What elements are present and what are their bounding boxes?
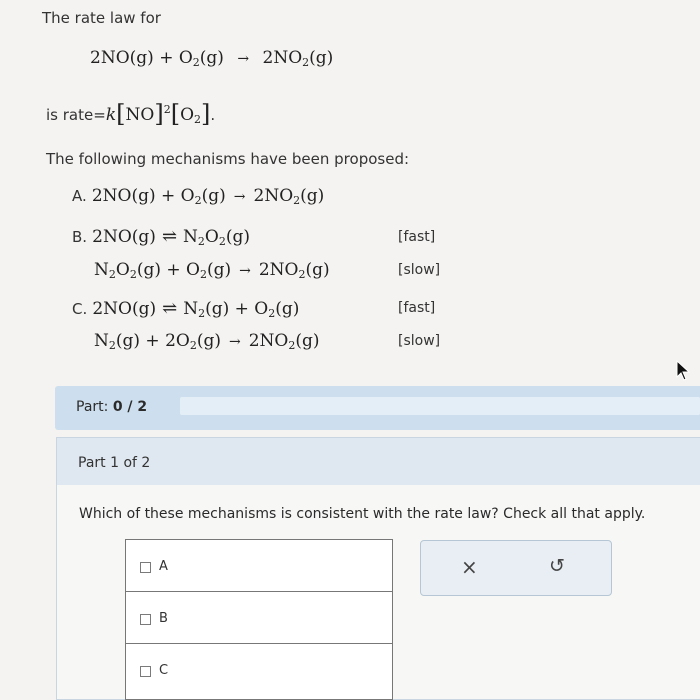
right-arrow-icon: → — [237, 51, 250, 67]
main-reaction: $2NO(g) + O_2(g) \to 2NO_2(g)$ — [90, 48, 334, 69]
clear-icon[interactable]: × — [461, 555, 478, 579]
equilibrium-arrow-icon: ⇌ — [162, 298, 178, 319]
checkbox-b[interactable] — [140, 614, 151, 625]
rate-law: is $rate=k[NO]^2[O_2]$. — [46, 100, 216, 128]
section-title: Part 1 of 2 — [78, 455, 151, 471]
option-b-label: B — [159, 611, 168, 626]
option-a[interactable] — [126, 540, 392, 592]
mechanism-b-step1-tag: [fast] — [398, 229, 436, 245]
question-text: Which of these mechanisms is consistent with the rate law? Check all that apply. — [79, 506, 646, 522]
action-panel — [420, 540, 612, 596]
equilibrium-arrow-icon: ⇌ — [161, 226, 178, 247]
progress-track — [180, 397, 700, 415]
mechanism-c-step2-tag: [slow] — [398, 333, 441, 349]
option-a-label: A — [159, 559, 168, 574]
mechanism-c-step2: $N_2(g) + 2O_2(g) \to 2NO_2(g)$ — [94, 331, 320, 352]
options-table — [125, 539, 393, 700]
part-label: Part: 0 / 2 — [76, 399, 148, 415]
mechanisms-intro: The following mechanisms have been proposed: — [46, 150, 410, 168]
option-b[interactable] — [126, 592, 392, 644]
mechanism-b-step2-tag: [slow] — [398, 262, 441, 278]
undo-icon[interactable]: ↺ — [549, 555, 565, 577]
mechanism-a: A. $2NO(g) + O_2(g) \to 2NO_2(g)$ — [72, 186, 325, 207]
mechanism-b-step2: $N_2O_2(g) + O_2(g) \to 2NO_2(g)$ — [94, 260, 330, 281]
option-c-label: C — [159, 663, 169, 678]
section-header — [57, 438, 700, 485]
mechanism-b-step1: B. 2NO(g) ⇌ $N_2O_2(g)$ — [72, 226, 250, 248]
checkbox-c[interactable] — [140, 666, 151, 677]
mechanism-c-step1-tag: [fast] — [398, 300, 436, 316]
intro-text: The rate law for — [42, 9, 161, 27]
option-c[interactable] — [126, 644, 392, 696]
mouse-cursor-icon — [676, 360, 692, 382]
mechanism-c-step1: C. 2NO(g) ⇌ $N_2(g) + O_2(g)$ — [72, 298, 300, 320]
checkbox-a[interactable] — [140, 562, 151, 573]
